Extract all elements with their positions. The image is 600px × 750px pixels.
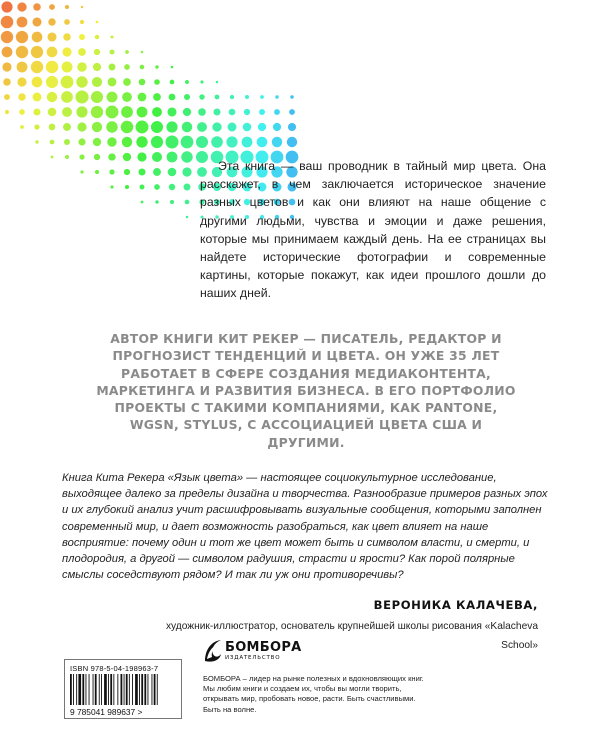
color-dot — [196, 136, 208, 148]
color-dot — [63, 123, 71, 131]
color-dot — [183, 108, 191, 116]
color-dot — [2, 62, 11, 71]
color-dot — [170, 200, 174, 204]
color-dot — [76, 106, 87, 117]
barcode-bar — [108, 674, 109, 705]
color-dot — [65, 5, 69, 9]
color-dot — [140, 65, 145, 70]
color-dot — [78, 48, 86, 56]
color-dot — [47, 92, 57, 102]
color-dot — [211, 136, 223, 148]
color-dot — [185, 80, 189, 84]
color-dot — [151, 136, 163, 148]
color-dot — [19, 109, 25, 115]
color-dot — [107, 137, 116, 146]
color-dot — [92, 122, 102, 132]
color-dot — [80, 170, 83, 173]
color-dot — [81, 6, 84, 9]
color-dot — [184, 184, 191, 191]
color-dot — [171, 66, 174, 69]
color-dot — [65, 155, 69, 159]
barcode-bar — [70, 674, 72, 705]
color-dot — [181, 136, 194, 149]
color-dot — [3, 78, 11, 86]
barcode-bar — [89, 674, 90, 705]
color-dot — [1, 31, 13, 43]
color-dot — [123, 78, 131, 86]
barcode-bar — [121, 674, 123, 705]
barcode-bar — [124, 674, 125, 705]
color-dot — [31, 46, 43, 58]
color-dot — [48, 108, 57, 117]
color-dot — [49, 4, 55, 10]
color-dot — [182, 122, 192, 132]
publisher-logo — [203, 639, 323, 669]
barcode-bar — [141, 674, 143, 705]
color-dot — [80, 20, 84, 24]
color-dot — [216, 81, 219, 84]
color-dot — [275, 95, 279, 99]
color-dot — [152, 107, 162, 117]
color-dot — [106, 121, 117, 132]
barcode-bar — [101, 674, 102, 705]
color-dot — [109, 169, 114, 174]
color-dot — [33, 108, 40, 115]
color-dot — [167, 107, 176, 116]
color-dot — [17, 17, 28, 28]
color-dot — [121, 106, 133, 118]
color-dot — [95, 35, 99, 39]
color-dot — [95, 170, 99, 174]
color-dot — [140, 185, 145, 190]
color-dot — [170, 80, 175, 85]
color-dot — [108, 78, 117, 87]
color-dot — [242, 137, 253, 148]
color-dot — [5, 110, 9, 114]
color-dot — [17, 77, 26, 86]
color-dot — [79, 34, 85, 40]
color-dot — [62, 107, 72, 117]
color-dot — [151, 121, 163, 133]
barcode-bar — [135, 674, 138, 705]
barcode-icon — [69, 674, 179, 716]
color-dot — [108, 153, 115, 160]
color-dot — [153, 168, 161, 176]
barcode-bar — [117, 674, 118, 705]
color-dot — [50, 140, 55, 145]
barcode-bar — [144, 674, 146, 705]
color-dot — [61, 76, 74, 89]
barcode-block — [64, 659, 182, 719]
color-dot — [273, 123, 281, 131]
color-dot — [228, 123, 237, 132]
barcode-bar — [82, 674, 84, 705]
color-dot — [94, 154, 100, 160]
publisher-description: БОМБОРА – лидер на рынке полезных и вдохновляющих книг. Мы любим книги и создаем их, чтобы вы могли творить, открывать мир, пробовать новое, расти. Быть счастливыми. Быть на волне. — [203, 674, 424, 714]
color-dot — [35, 140, 38, 143]
color-dot — [259, 109, 265, 115]
color-dot — [49, 124, 56, 131]
color-dot — [51, 156, 54, 159]
color-dot — [274, 109, 280, 115]
color-dot — [32, 77, 43, 88]
color-dot — [33, 3, 41, 11]
barcode-bar — [132, 674, 133, 705]
color-dot — [155, 65, 159, 69]
barcode-bar — [154, 674, 156, 705]
color-dot — [169, 184, 175, 190]
color-dot — [137, 107, 148, 118]
color-dot — [79, 154, 84, 159]
color-dot — [290, 95, 293, 98]
color-dot — [64, 139, 70, 145]
color-dot — [186, 216, 189, 219]
color-dot — [125, 185, 129, 189]
color-dot — [199, 94, 204, 99]
color-dot — [93, 138, 101, 146]
color-dot — [110, 35, 113, 38]
color-dot — [31, 61, 43, 73]
color-dot — [136, 121, 149, 134]
barcode-bar — [129, 674, 130, 705]
barcode-bar — [104, 674, 107, 705]
color-dot — [122, 137, 132, 147]
color-dot — [94, 49, 100, 55]
color-dot — [166, 121, 177, 132]
color-dot — [136, 136, 147, 147]
color-dot — [288, 123, 296, 131]
color-dot — [48, 18, 55, 25]
color-dot — [212, 122, 221, 131]
barcode-bar — [113, 674, 114, 705]
color-dot — [96, 21, 99, 24]
color-dot — [122, 92, 132, 102]
color-dot — [78, 138, 85, 145]
color-dot — [109, 64, 116, 71]
color-dot — [155, 200, 158, 203]
logo-name: БОМБОРА — [225, 640, 302, 655]
color-dot — [245, 95, 249, 99]
color-dot — [200, 80, 203, 83]
color-dot — [257, 137, 268, 148]
color-dot — [121, 121, 134, 134]
color-dot — [154, 184, 160, 190]
bombora-logo-icon — [203, 639, 223, 663]
barcode-bar — [148, 674, 149, 705]
barcode-bar — [152, 674, 153, 705]
color-dot — [16, 46, 28, 58]
color-dot — [184, 94, 190, 100]
barcode-bar — [126, 674, 128, 705]
color-dot — [138, 168, 145, 175]
barcode-bar — [78, 674, 81, 705]
color-dot — [110, 185, 113, 188]
color-dot — [32, 17, 41, 26]
color-dot — [61, 91, 73, 103]
barcode-bar — [157, 674, 158, 705]
color-dot — [152, 152, 162, 162]
color-dot — [47, 47, 58, 58]
color-dot — [17, 2, 26, 11]
color-dot — [76, 76, 87, 87]
color-dot — [91, 91, 103, 103]
barcode-bar — [110, 674, 112, 705]
color-dot — [46, 61, 58, 73]
color-dot — [230, 95, 234, 99]
color-dot — [32, 32, 43, 43]
reviewer-name: ВЕРОНИКА КАЛАЧЕВА, — [373, 598, 538, 612]
color-dot — [198, 108, 206, 116]
color-dot — [2, 47, 13, 58]
color-dot — [77, 122, 86, 131]
color-dot — [110, 50, 115, 55]
color-dot — [93, 63, 101, 71]
color-dot — [47, 32, 56, 41]
color-dot — [141, 201, 144, 204]
color-dot — [124, 64, 130, 70]
color-dot — [34, 124, 39, 129]
color-dot — [197, 122, 207, 132]
color-dot — [226, 136, 237, 147]
logo-subtitle: ИЗДАТЕЛЬСТВО — [225, 655, 281, 661]
color-dot — [20, 125, 24, 129]
color-dot — [4, 94, 10, 100]
color-dot — [18, 93, 25, 100]
color-dot — [154, 79, 160, 85]
color-dot — [141, 51, 144, 54]
color-dot — [92, 77, 102, 87]
barcode-bar — [93, 674, 94, 705]
color-dot — [287, 137, 297, 147]
color-dot — [166, 136, 179, 149]
color-dot — [125, 50, 129, 54]
color-dot — [153, 93, 161, 101]
color-dot — [46, 76, 58, 88]
barcode-bar — [73, 674, 74, 705]
color-dot — [272, 137, 282, 147]
barcode-digits: 9 785041 989637 > — [70, 707, 143, 716]
color-dot — [243, 123, 252, 132]
reviewer-role: художник-иллюстратор, основатель крупнейшей школы рисования «Kalacheva School» — [165, 621, 538, 651]
barcode-bar — [99, 674, 100, 705]
color-dot — [64, 19, 70, 25]
intro-paragraph — [200, 157, 546, 303]
color-dot — [106, 106, 119, 119]
color-dot — [77, 62, 87, 72]
color-dot — [182, 167, 191, 176]
color-dot — [1, 1, 12, 12]
color-dot — [185, 200, 190, 205]
color-dot — [181, 151, 192, 162]
barcode-bar — [86, 674, 87, 705]
color-dot — [1, 16, 14, 29]
color-dot — [63, 33, 70, 40]
barcode-bar — [95, 674, 97, 705]
review-quote: Книга Кита Рекера «Язык цвета» — настоящее социокультурное исследование, выходящее далеко за пределы дизайна и творчества. Разнообразие примеров разных эпох и их глубокий анализ учит расшифровывать визуальные сообщения, которыми заполнен современный мир, и дает возможность разобраться, как цвет влияет на наше восприятие: почему один и тот же цвет может быть и символом власти, и смерти, и плодородия, а другой — символом радушия, страсти и ярости? Как порой полярные смыслы соседствуют рядом? И так ли уж они противоречивы? — [62, 472, 548, 582]
isbn-label: ISBN 978-5-04-198963-7 — [70, 664, 159, 673]
barcode-bar — [76, 674, 77, 705]
color-dot — [167, 152, 178, 163]
color-dot — [62, 62, 73, 73]
color-dot — [33, 93, 42, 102]
color-dot — [124, 169, 130, 175]
color-dot — [169, 94, 176, 101]
color-dot — [107, 92, 118, 103]
color-dot — [213, 108, 220, 115]
color-dot — [139, 79, 146, 86]
about-author: АВТОР КНИГИ КИТ РЕКЕР — ПИСАТЕЛЬ, РЕДАКТОР И ПРОГНОЗИСТ ТЕНДЕНЦИЙ И ЦВЕТА. ОН УЖЕ 35 ЛЕТ РАБОТАЕТ В СФЕРЕ СОЗДАНИЯ МЕДИАКОНТЕНТА, МАРКЕТИНГА И РАЗВИТИЯ БИЗНЕСА. В ЕГО ПОРТФОЛИО ПРОЕКТЫ С ТАКИМИ КОМПАНИЯМИ, КАК PANTONE, WGSN, STYLUS, С АССОЦИАЦИЕЙ ЦВЕТА США И ДРУГИМИ. — [96, 331, 516, 450]
color-dot — [62, 47, 71, 56]
color-dot — [215, 95, 220, 100]
color-dot — [91, 106, 103, 118]
color-dot — [123, 153, 131, 161]
color-dot — [168, 168, 177, 177]
color-dot — [138, 93, 147, 102]
color-dot — [137, 152, 146, 161]
color-dot — [17, 62, 28, 73]
color-dot — [75, 90, 88, 103]
intro-text: Эта книга — ваш проводник в тайный мир цвета. Она расскажет, в чем заключается историческое значение разных цветов и как они влияют на наше общение с другими людьми, чувства и эмоции и даже решения, которые мы принимаем каждый день. На ее страницах вы найдете исторические фотографии и современные картины, которые покажут, как идеи прошлого дошли до наших дней. — [200, 159, 546, 301]
color-dot — [260, 95, 264, 99]
color-dot — [244, 109, 250, 115]
color-dot — [229, 109, 236, 116]
color-dot — [289, 109, 295, 115]
barcode-bar — [139, 674, 140, 705]
color-dot — [258, 123, 266, 131]
color-dot — [16, 31, 28, 43]
